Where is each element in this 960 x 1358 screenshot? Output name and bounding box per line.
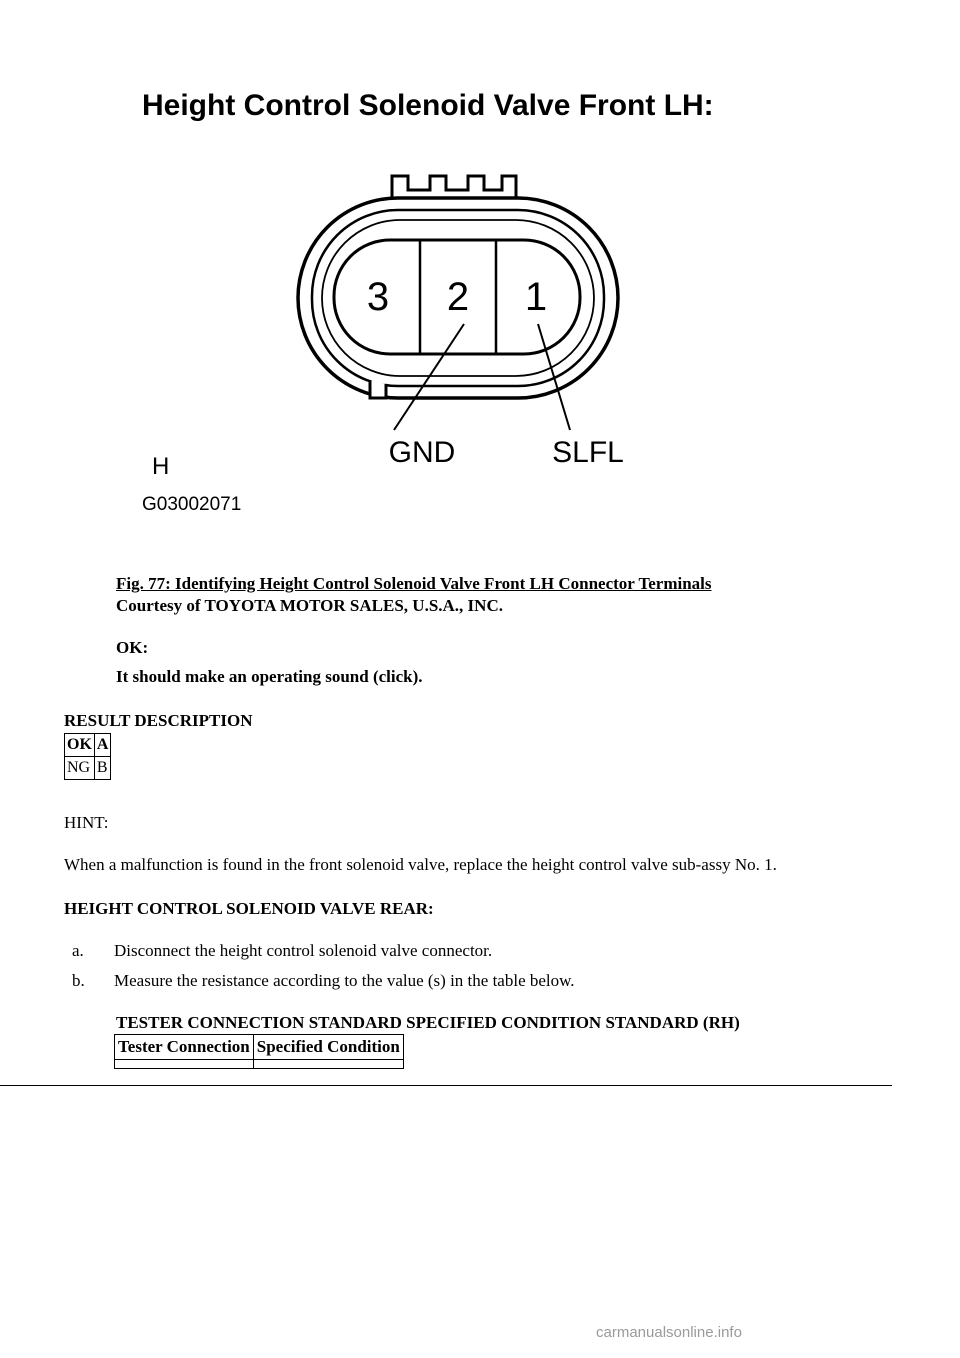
page-divider xyxy=(0,1085,892,1086)
hint-text: When a malfunction is found in the front solenoid valve, replace the height control valve sub-assy No. 1. xyxy=(64,855,777,874)
result-cell: OK xyxy=(65,734,95,757)
result-cell: B xyxy=(94,757,111,780)
step-letter: a. xyxy=(72,941,84,960)
watermark: carmanualsonline.info xyxy=(596,1324,742,1341)
connector-figure xyxy=(130,80,714,520)
ok-label: OK: xyxy=(116,638,149,657)
column-header: Specified Condition xyxy=(253,1035,403,1060)
result-cell: NG xyxy=(65,757,95,780)
step-list xyxy=(72,941,575,1001)
figure-heading: Height Control Solenoid Valve Front LH: xyxy=(142,89,714,122)
list-item xyxy=(72,941,575,971)
tester-table xyxy=(114,1034,404,1069)
table-row xyxy=(115,1060,404,1069)
slfl-label: SLFL xyxy=(552,436,624,469)
terminal-1-label: 1 xyxy=(524,275,548,319)
step-text: Measure the resistance according to the value (s) in the table below. xyxy=(114,971,575,990)
hint-label: HINT: xyxy=(64,813,109,832)
figure-courtesy: Courtesy of TOYOTA MOTOR SALES, U.S.A., INC. xyxy=(116,596,503,615)
figure-caption xyxy=(116,573,712,617)
step-letter: b. xyxy=(72,971,85,990)
gnd-label: GND xyxy=(388,436,456,469)
column-header: Tester Connection xyxy=(115,1035,254,1060)
figure-caption-title: Fig. 77: Identifying Height Control Solenoid Valve Front LH Connector Terminals xyxy=(116,574,712,593)
table-header-row xyxy=(115,1035,404,1060)
terminal-3-label: 3 xyxy=(366,275,390,319)
section-heading: HEIGHT CONTROL SOLENOID VALVE REAR: xyxy=(64,899,434,918)
connector-diagram xyxy=(130,80,714,520)
list-item xyxy=(72,971,575,1001)
result-description-heading: RESULT DESCRIPTION xyxy=(64,711,253,730)
figure-code: G03002071 xyxy=(142,494,242,515)
ok-text: It should make an operating sound (click). xyxy=(116,667,423,686)
terminal-2-label: 2 xyxy=(446,275,470,319)
connector-side-label: H xyxy=(152,453,170,480)
tester-table-heading: TESTER CONNECTION STANDARD SPECIFIED CONDITION STANDARD (RH) xyxy=(116,1013,740,1032)
table-row xyxy=(65,757,111,780)
step-text: Disconnect the height control solenoid valve connector. xyxy=(114,941,493,960)
result-table xyxy=(64,733,111,780)
result-cell: A xyxy=(94,734,111,757)
table-row xyxy=(65,734,111,757)
table-cell xyxy=(253,1060,403,1069)
table-cell xyxy=(115,1060,254,1069)
